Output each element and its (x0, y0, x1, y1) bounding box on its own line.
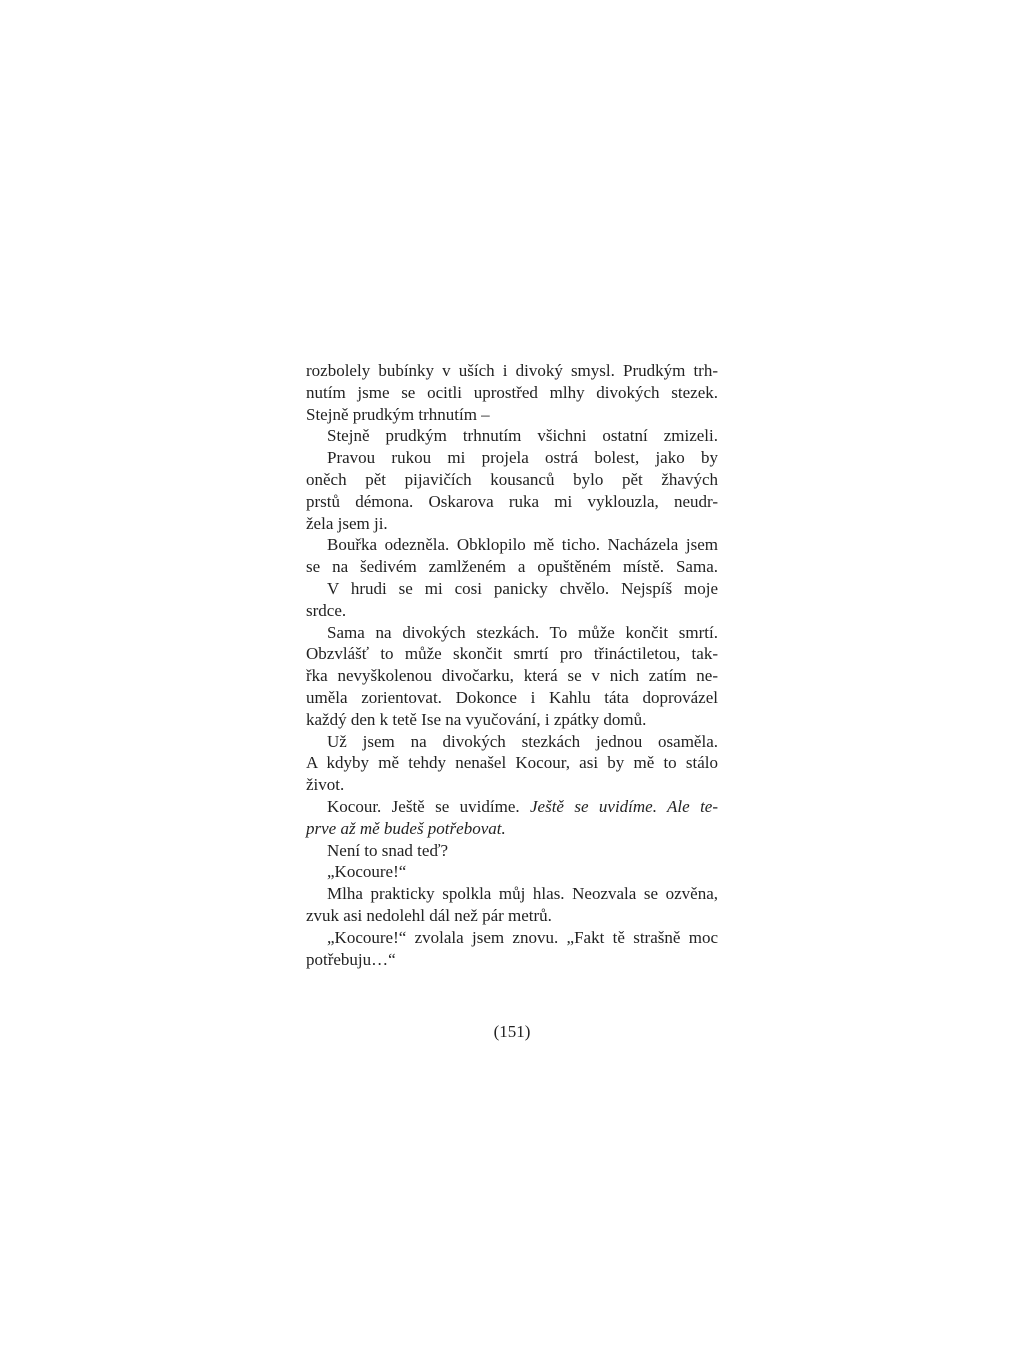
text-line: Sama na divokých stezkách. To může končit smrtí. (327, 622, 718, 642)
body-text (306, 360, 718, 970)
italic-text: Ještě se uvidíme. Ale te- (530, 796, 718, 816)
text-line (306, 818, 718, 840)
text-line: život. (306, 775, 345, 795)
text-line: žela jsem ji. (306, 513, 388, 533)
text-line: Bouřka odezněla. Obklopilo mě ticho. Nacházela jsem (327, 535, 718, 555)
text-line: potřebuju…“ (306, 949, 396, 969)
page-number: (151) (493, 1022, 531, 1041)
text-line: se na šedivém zamlženém a opuštěném místě. Sama. (306, 557, 718, 577)
text-line: V hrudi se mi cosi panicky chvělo. Nejspíš moje (327, 578, 718, 598)
italic-text: prve až mě budeš potřebovat. (306, 818, 506, 838)
text-line: uměla zorientovat. Dokonce i Kahlu táta doprovázel (306, 687, 718, 707)
text-line: „Kocoure!“ zvolala jsem znovu. „Fakt tě strašně moc (327, 927, 718, 947)
text-line: Stejně prudkým trhnutím – (306, 404, 490, 424)
text-line: Není to snad teď? (327, 840, 448, 860)
text-line: Mlha prakticky spolkla můj hlas. Neozvala se ozvěna, (327, 884, 718, 904)
text-line: nutím jsme se ocitli uprostřed mlhy divokých stezek. (306, 382, 718, 402)
text-line: řka nevyškolenou divočarku, která se v nich zatím ne- (306, 666, 718, 686)
text-line: srdce. (306, 600, 347, 620)
text-line: Stejně prudkým trhnutím všichni ostatní zmizeli. (327, 426, 718, 446)
text-span: Kocour. Ještě se uvidíme. (327, 796, 530, 816)
text-line: Obzvlášť to může skončit smrtí pro třináctiletou, tak- (306, 644, 718, 664)
text-line: rozbolely bubínky v uších i divoký smysl. Prudkým trh- (306, 361, 718, 380)
text-line: oněch pět pijavičích kousanců bylo pět žhavých (306, 469, 718, 489)
text-line: zvuk asi nedolehl dál než pár metrů. (306, 905, 552, 925)
text-line: Pravou rukou mi projela ostrá bolest, jako by (327, 448, 718, 468)
text-line (306, 796, 718, 818)
text-line: prstů démona. Oskarova ruka mi vyklouzla, neudr- (306, 491, 718, 511)
text-line: Už jsem na divokých stezkách jednou osaměla. (327, 731, 718, 751)
text-line: A kdyby mě tehdy nenašel Kocour, asi by mě to stálo (306, 753, 718, 773)
text-line: každý den k tetě Ise na vyučování, i zpátky domů. (306, 709, 647, 729)
text-line: „Kocoure!“ (327, 862, 407, 882)
